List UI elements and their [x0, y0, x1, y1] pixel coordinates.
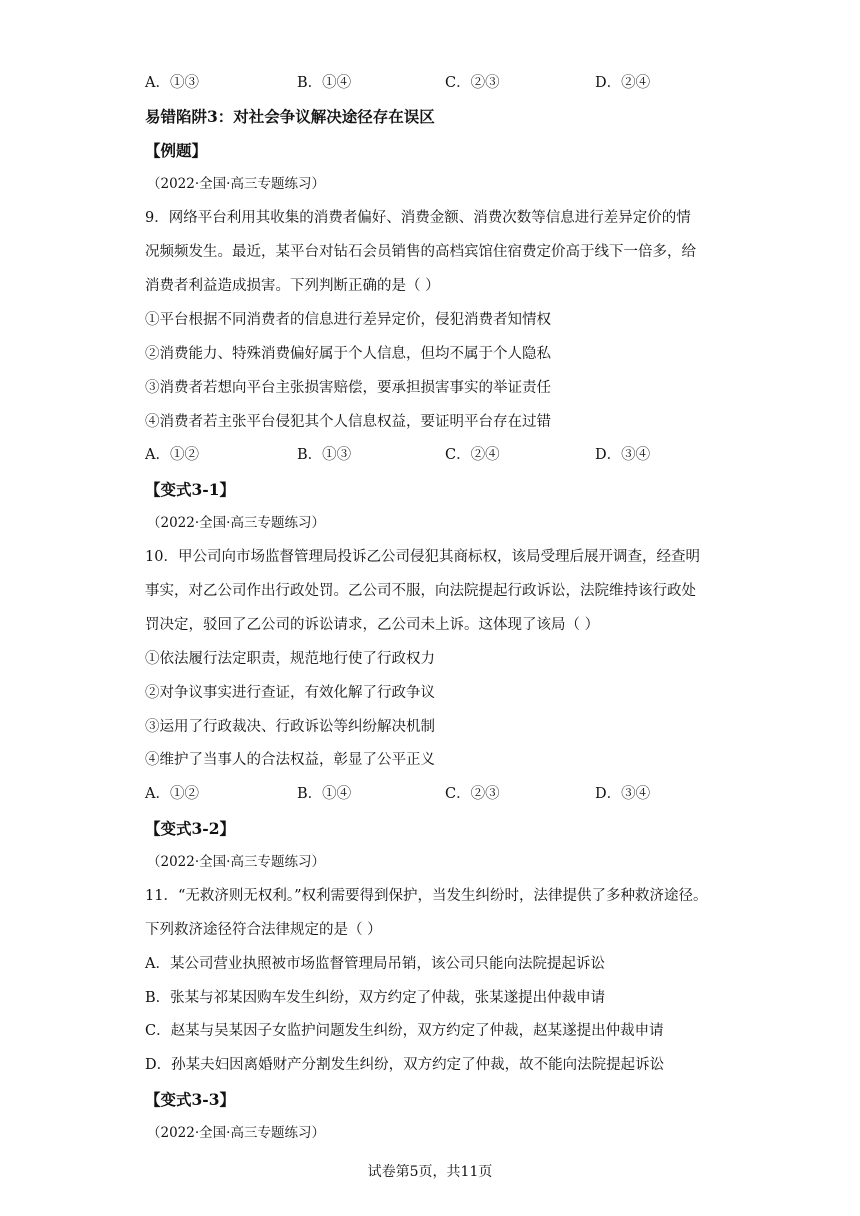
choice: D．孙某夫妇因离婚财产分割发生纠纷，双方约定了仲裁，故不能向法院提起诉讼	[145, 1057, 665, 1073]
choice: B．张某与祁某因购车发生纠纷，双方约定了仲裁，张某遂提出仲裁申请	[145, 990, 606, 1006]
question-stem-line: 10．甲公司向市场监督管理局投诉乙公司侵犯其商标权，该局受理后展开调查，经查明	[145, 549, 700, 565]
option-a: A．①②	[145, 786, 199, 802]
question-stem-line: 罚决定，驳回了乙公司的诉讼请求，乙公司未上诉。这体现了该局（ ）	[145, 617, 600, 633]
option-d: D．②④	[595, 75, 651, 91]
choice: A．某公司营业执照被市场监督管理局吊销，该公司只能向法院提起诉讼	[145, 956, 605, 972]
option-a: A．①②	[145, 447, 199, 463]
question-stem-line: 11．“无救济则无权利。”权利需要得到保护，当发生纠纷时，法律提供了多种救济途径。	[145, 888, 708, 904]
variant-heading: 【变式3-2】	[145, 819, 236, 838]
statement: ②消费能力、特殊消费偏好属于个人信息，但均不属于个人隐私	[145, 346, 551, 362]
variant-heading: 【变式3-3】	[145, 1090, 236, 1109]
option-c: C．②③	[445, 786, 500, 802]
trap-heading: 易错陷阱3：对社会争议解决途径存在误区	[145, 107, 435, 126]
option-b: B．①③	[297, 447, 352, 463]
choice: C．赵某与吴某因子女监护问题发生纠纷，双方约定了仲裁，赵某遂提出仲裁申请	[145, 1023, 664, 1039]
question-source: （2022·全国·高三专题练习）	[147, 1125, 325, 1141]
option-a: A．①③	[145, 75, 199, 91]
statement: ①平台根据不同消费者的信息进行差异定价，侵犯消费者知情权	[145, 312, 551, 328]
question-stem-line: 况频频发生。最近，某平台对钻石会员销售的高档宾馆住宿费定价高于线下一倍多，给	[145, 244, 696, 260]
statement: ④维护了当事人的合法权益，彰显了公平正义	[145, 752, 435, 768]
statement: ①依法履行法定职责，规范地行使了行政权力	[145, 651, 435, 667]
question-stem-line: 9．网络平台利用其收集的消费者偏好、消费金额、消费次数等信息进行差异定价的情	[145, 210, 691, 226]
option-d: D．③④	[595, 447, 651, 463]
statement: ③运用了行政裁决、行政诉讼等纠纷解决机制	[145, 719, 435, 735]
question-stem-line: 消费者利益造成损害。下列判断正确的是（ ）	[145, 278, 440, 294]
option-b: B．①④	[297, 786, 352, 802]
statement: ③消费者若想向平台主张损害赔偿，要承担损害事实的举证责任	[145, 380, 551, 396]
statement: ④消费者若主张平台侵犯其个人信息权益，要证明平台存在过错	[145, 414, 551, 430]
question-source: （2022·全国·高三专题练习）	[147, 854, 325, 870]
question-source: （2022·全国·高三专题练习）	[147, 515, 325, 531]
question-source: （2022·全国·高三专题练习）	[147, 176, 325, 192]
example-heading: 【例题】	[145, 141, 208, 160]
question-stem-line: 事实，对乙公司作出行政处罚。乙公司不服，向法院提起行政诉讼，法院维持该行政处	[145, 583, 696, 599]
option-d: D．③④	[595, 786, 651, 802]
statement: ②对争议事实进行查证，有效化解了行政争议	[145, 685, 435, 701]
question-stem-line: 下列救济途径符合法律规定的是（ ）	[145, 922, 382, 938]
page-footer: 试卷第5页，共11页	[367, 1164, 493, 1180]
option-c: C．②④	[445, 447, 500, 463]
variant-heading: 【变式3-1】	[145, 480, 236, 499]
option-b: B．①④	[297, 75, 352, 91]
option-c: C．②③	[445, 75, 500, 91]
